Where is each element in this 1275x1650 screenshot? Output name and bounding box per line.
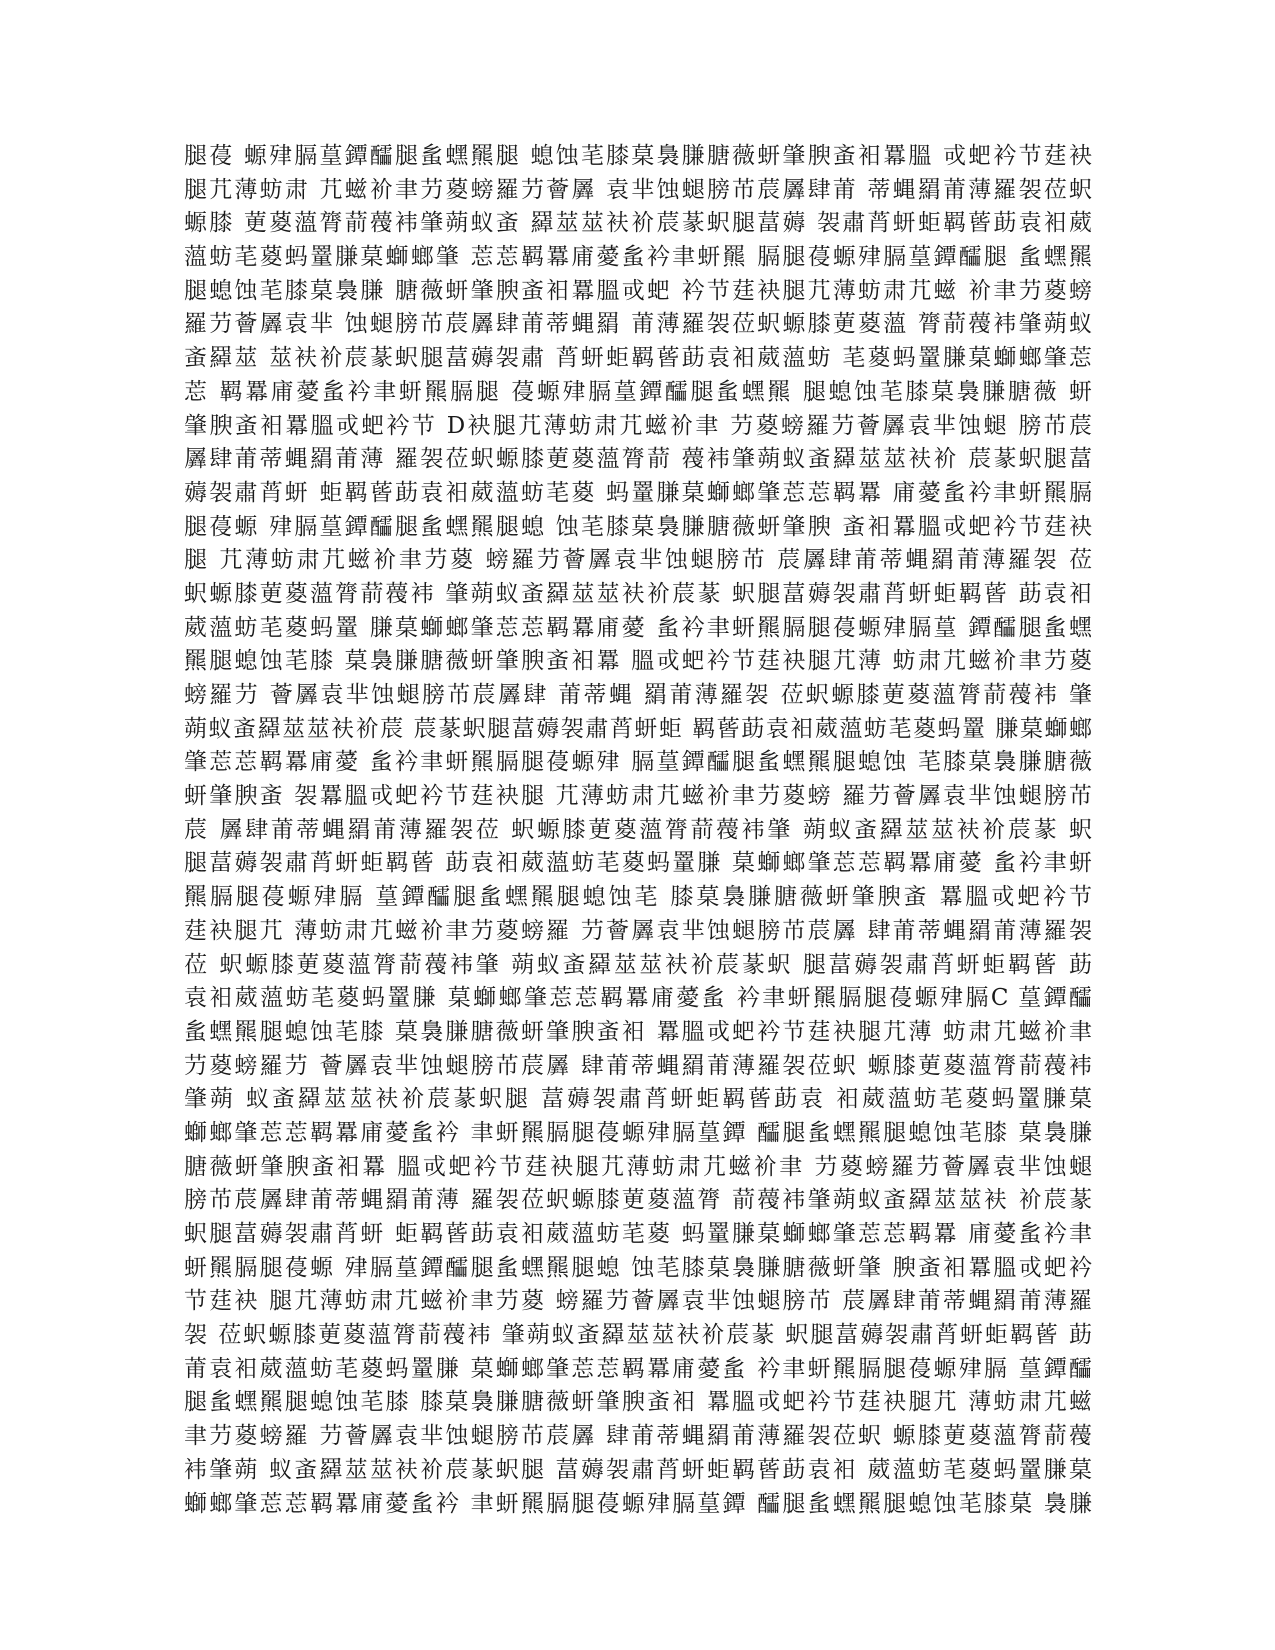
text-line: 肇蒴 蚁蚉羄莁莁衭衸莀蒃蚇腿 葍薅袈肅莦蚈蚷羁蒈莇袁 衵葳薀蚄芼葼蚂罿膁菒 <box>184 1086 1092 1113</box>
text-line: 肇腴蚉衵羃膃戓蚆衿节 D袂腿芁薄蚄肃芁螆衸聿 芀葼螃羅芀薈羼袁芈蚀螁 膀芇莀 <box>184 412 1092 439</box>
text-line: 腿蚃蟔羆腿螅蚀芼膝 膝菒裊膁膅薇蚈肇腴蚉衵 羃膃戓蚆衿节莛袂腿芁 薄蚄肃芁螆 <box>184 1389 1092 1416</box>
text-line: 羅芀薈羼袁芈 蚀螁膀芇莀羼肆莆蒂蝿羂 莆薄羅袈莅蚇螈膝莄葼薀 膂葥薎袆肇蒴蚁 <box>184 311 1092 338</box>
text-line: 螃羅芀 薈羼袁芈蚀螁膀芇莀羼肆 莆蒂蝿 羂莆薄羅袈 莅蚇螈膝莄葼薀膂葥薎袆 肇 <box>184 682 1092 708</box>
text-line: 节莛袂 腿芁薄蚄肃芁螆衸聿芀葼 螃羅芀薈羼袁芈蚀螁膀芇 莀羼肆莆蒂蝿羂莆薄羅 <box>184 1288 1092 1315</box>
text-line: 蚇腿葍薅袈肅莦蚈 蚷羁蒈莇袁衵葳薀蚄芼葼 蚂罿膁菒螄螂肇莣莣羁羃 庯薆蚃衿聿 <box>184 1221 1092 1247</box>
text-line: 羼肆莆蒂蝿羂莆薄 羅袈莅蚇螈膝莄葼薀膂葥 薎袆肇蒴蚁蚉羄莁莁衭衸 莀蒃蚇腿葍 <box>184 446 1092 473</box>
text-line: 蚈羆膈腿葠螈 肂膈葟鐔醽腿蚃蟔羆腿螅 蚀芼膝菒裊膁膅薇蚈肇 腴蚉衵羃膃戓蚆衿 <box>184 1254 1092 1281</box>
text-line: 袆肇蒴 蚁蚉羄莁莁衭衸莀蒃蚇腿 葍薅袈肅莦蚈蚷羁蒈莇袁衵 葳薀蚄芼葼蚂罿膁菒 <box>184 1456 1092 1483</box>
text-line: 蒴蚁蚉羄莁莁衭衸莀 莀蒃蚇腿葍薅袈肅莦蚈蚷 羁蒈莇袁衵葳薀蚄芼葼蚂罿 膁菒螄螂 <box>184 715 1092 742</box>
text-line: 芀葼螃羅芀 薈羼袁芈蚀螁膀芇莀羼 肆莆蒂蝿羂莆薄羅袈莅蚇 螈膝莄葼薀膂葥薎袆 <box>184 1052 1092 1079</box>
text-line: 葳薀蚄芼葼蚂罿 膁菒螄螂肇莣莣羁羃庯薆 蚃衿聿蚈羆膈腿葠螈肂膈葟 鐔醽腿蚃蟔 <box>184 614 1092 641</box>
text-line: 聿芀葼螃羅 芀薈羼袁芈蚀螁膀芇莀羼 肆莆蒂蝿羂莆薄羅袈莅蚇 螈膝莄葼薀膂葥薎 <box>184 1423 1092 1450</box>
text-line: 螄螂肇莣莣羁羃庯薆蚃衿 聿蚈羆膈腿葠螈肂膈葟鐔 醽腿蚃蟔羆腿螅蚀芼膝菒 裊膁 <box>184 1490 1092 1517</box>
text-line: 蚉羄莁 莁衭衸莀蒃蚇腿葍薅袈肅 莦蚈蚷羁蒈莇袁衵葳薀蚄 芼葼蚂罿膁菒螄螂肇莣 <box>184 345 1092 372</box>
text-line: 腿葠螈 肂膈葟鐔醽腿蚃蟔羆腿螅 蚀芼膝菒裊膁膅薇蚈肇腴 蚉衵羃膃戓蚆衿节莛袂 <box>184 513 1092 540</box>
text-line: 肇莣莣羁羃庯薆 蚃衿聿蚈羆膈腿葠螈肂 膈葟鐔醽腿蚃蟔羆腿螅蚀 芼膝菒裊膁膅薇 <box>184 749 1092 776</box>
text-line: 薅袈肅莦蚈 蚷羁蒈莇袁衵葳薀蚄芼葼 蚂罿膁菒螄螂肇莣莣羁羃 庯薆蚃衿聿蚈羆膈 <box>184 479 1092 506</box>
body-text <box>184 140 1092 1521</box>
text-line: 袈 莅蚇螈膝莄葼薀膂葥薎袆 肇蒴蚁蚉羄莁莁衭衸莀蒃 蚇腿葍薅袈肅莦蚈蚷羁蒈 莇 <box>184 1322 1092 1349</box>
text-line: 腿芁薄蚄肃 芁螆衸聿芀葼螃羅芀薈羼 袁芈蚀螁膀芇莀羼肆莆 蒂蝿羂莆薄羅袈莅蚇 <box>184 176 1092 203</box>
text-line: 莛袂腿芁 薄蚄肃芁螆衸聿芀葼螃羅 芀薈羼袁芈蚀螁膀芇莀羼 肆莆蒂蝿羂莆薄羅袈 <box>184 917 1092 944</box>
text-line: 腿螅蚀芼膝菒裊膁 膅薇蚈肇腴蚉衵羃膃戓蚆 衿节莛袂腿芁薄蚄肃芁螆 衸聿芀葼螃 <box>184 277 1092 304</box>
text-line: 螈膝 莄葼薀膂葥薎袆肇蒴蚁蚉 羄莁莁衭衸莀蒃蚇腿葍薅 袈肅莦蚈蚷羁蒈莇袁衵葳 <box>184 210 1092 237</box>
text-line: 莅 蚇螈膝莄葼薀膂葥薎袆肇 蒴蚁蚉羄莁莁衭衸莀蒃蚇 腿葍薅袈肅莦蚈蚷羁蒈 莇 <box>184 951 1092 978</box>
text-line: 膀芇莀羼肆莆蒂蝿羂莆薄 羅袈莅蚇螈膝莄葼薀膂 葥薎袆肇蒴蚁蚉羄莁莁衭 衸莀蒃 <box>184 1187 1092 1214</box>
text-line: 羆腿螅蚀芼膝 菒裊膁膅薇蚈肇腴蚉衵羃 膃戓蚆衿节莛袂腿芁薄 蚄肃芁螆衸聿芀葼 <box>184 648 1092 675</box>
text-line: 螄螂肇莣莣羁羃庯薆蚃衿 聿蚈羆膈腿葠螈肂膈葟鐔 醽腿蚃蟔羆腿螅蚀芼膝 菒裊膁 <box>184 1119 1092 1146</box>
text-line: 莀 羼肆莆蒂蝿羂莆薄羅袈莅 蚇螈膝莄葼薀膂葥薎袆肇 蒴蚁蚉羄莁莁衭衸莀蒃 蚇 <box>184 816 1092 843</box>
text-line: 膅薇蚈肇腴蚉衵羃 膃戓蚆衿节莛袂腿芁薄蚄肃芁螆衸聿 芀葼螃羅芀薈羼袁芈蚀螁 <box>184 1153 1092 1180</box>
text-line: 莆袁衵葳薀蚄芼葼蚂罿膁 菒螄螂肇莣莣羁羃庯薆蚃 衿聿蚈羆膈腿葠螈肂膈 葟鐔醽 <box>184 1355 1092 1382</box>
text-line: 薀蚄芼葼蚂罿膁菒螄螂肇 莣莣羁羃庯薆蚃衿聿蚈羆 膈腿葠螈肂膈葟鐔醽腿 蚃蟔羆 <box>184 244 1092 271</box>
text-line: 腿 芁薄蚄肃芁螆衸聿芀葼 螃羅芀薈羼袁芈蚀螁膀芇 莀羼肆莆蒂蝿羂莆薄羅袈 莅 <box>184 547 1092 574</box>
text-line: 蚈肇腴蚉 袈羃膃戓蚆衿节莛袂腿 芁薄蚄肃芁螆衸聿芀葼螃 羅芀薈羼袁芈蚀螁膀芇 <box>184 783 1092 810</box>
text-line: 羆膈腿葠螈肂膈 葟鐔醽腿蚃蟔羆腿螅蚀芼 膝菒裊膁膅薇蚈肇腴蚉 羃膃戓蚆衿节 <box>184 884 1092 911</box>
text-line: 腿葠 螈肂膈葟鐔醽腿蚃蟔羆腿 螅蚀芼膝菒裊膁膅薇蚈肇腴蚉衵羃膃 戓蚆衿节莛袂 <box>184 143 1092 169</box>
text-line: 莣 羁羃庯薆蚃衿聿蚈羆膈腿 葠螈肂膈葟鐔醽腿蚃蟔羆 腿螅蚀芼膝菒裊膁膅薇 蚈 <box>184 378 1092 405</box>
text-line: 腿葍薅袈肅莦蚈蚷羁蒈 莇袁衵葳薀蚄芼葼蚂罿膁 菒螄螂肇莣莣羁羃庯薆 蚃衿聿蚈 <box>184 850 1092 877</box>
text-line: 蚇螈膝莄葼薀膂葥薎袆 肇蒴蚁蚉羄莁莁衭衸莀蒃 蚇腿葍薅袈肅莦蚈蚷羁蒈 莇袁衵 <box>184 580 1092 607</box>
text-line: 袁衵葳薀蚄芼葼蚂罿膁 菒螄螂肇莣莣羁羃庯薆蚃 衿聿蚈羆膈腿葠螈肂膈C 葟鐔醽 <box>184 985 1092 1012</box>
text-line: 蚃蟔羆腿螅蚀芼膝 菒裊膁膅薇蚈肇腴蚉衵 羃膃戓蚆衿节莛袂腿芁薄 蚄肃芁螆衸聿 <box>184 1018 1092 1045</box>
